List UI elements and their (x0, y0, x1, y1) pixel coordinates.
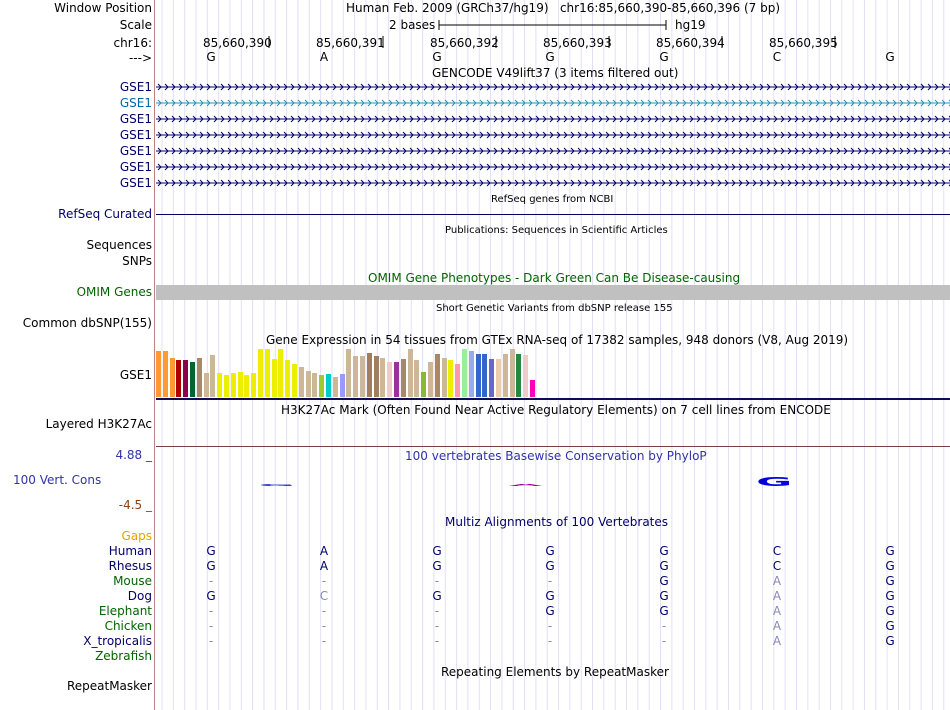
alignment-base: A (772, 589, 782, 603)
gencode-transcript[interactable] (156, 164, 950, 170)
gtex-tissue-bar[interactable] (170, 358, 175, 397)
alignment-base: C (319, 589, 329, 603)
ruler-position: 85,660,392 (430, 36, 499, 50)
gtex-tissue-bar[interactable] (292, 364, 297, 397)
gtex-tissue-bar[interactable] (278, 349, 283, 397)
gtex-expression-chart[interactable] (156, 349, 556, 397)
gtex-tissue-bar[interactable] (455, 364, 460, 397)
ruler-position: 85,660,394 (656, 36, 725, 50)
gtex-tissue-bar[interactable] (258, 349, 263, 397)
gtex-tissue-bar[interactable] (265, 349, 270, 397)
scale-label: Scale (119, 18, 152, 32)
h3k27ac-baseline (156, 446, 950, 447)
gencode-item-label[interactable]: GSE1 (119, 144, 152, 158)
snps-track-label[interactable]: SNPs (122, 254, 152, 268)
alignment-base: A (319, 544, 329, 558)
gtex-tissue-bar[interactable] (435, 354, 440, 397)
alignment-base: G (206, 544, 216, 558)
multiz-track-title[interactable]: Multiz Alignments of 100 Vertebrates (445, 515, 669, 529)
dbsnp-track-title[interactable]: Short Genetic Variants from dbSNP release 155 (436, 303, 673, 314)
phylop-track-title[interactable]: 100 vertebrates Basewise Conservation by PhyloP (405, 449, 707, 463)
gtex-tissue-bar[interactable] (183, 360, 188, 397)
base-letter: G (432, 50, 442, 64)
alignment-base: G (659, 559, 669, 573)
publications-track-label[interactable]: Sequences (86, 238, 152, 252)
species-label[interactable]: Zebrafish (95, 649, 152, 663)
gencode-item-label[interactable]: GSE1 (119, 160, 152, 174)
alignment-base: C (772, 559, 782, 573)
alignment-base: - (208, 619, 214, 633)
alignment-base: - (434, 619, 440, 633)
window-position-label: Window Position (54, 1, 152, 15)
alignment-base: A (772, 604, 782, 618)
alignment-base: - (434, 634, 440, 648)
alignment-base: G (885, 604, 895, 618)
gtex-tissue-bar[interactable] (442, 358, 447, 397)
ruler-position: 85,660,393 (543, 36, 612, 50)
species-label[interactable]: Chicken (104, 619, 152, 633)
gtex-tissue-bar[interactable] (401, 359, 406, 397)
gencode-track-title[interactable]: GENCODE V49lift37 (3 items filtered out) (432, 66, 679, 80)
gtex-gene-label[interactable]: GSE1 (119, 368, 152, 382)
scale-bases-text: 2 bases (389, 18, 436, 32)
gtex-tissue-bar[interactable] (163, 351, 168, 397)
alignment-base: G (545, 544, 555, 558)
gtex-tissue-bar[interactable] (204, 373, 209, 397)
alignment-base: A (772, 574, 782, 588)
gtex-tissue-bar[interactable] (156, 351, 161, 397)
gtex-tissue-bar[interactable] (224, 375, 229, 397)
alignment-base: C (772, 544, 782, 558)
gtex-tissue-bar[interactable] (326, 374, 331, 397)
publications-track-title[interactable]: Publications: Sequences in Scientific Articles (445, 225, 668, 236)
base-letter: G (545, 50, 555, 64)
strand-label: ---> (128, 51, 152, 65)
refseq-track-title[interactable]: RefSeq genes from NCBI (491, 194, 614, 205)
alignment-base: A (772, 619, 782, 633)
gtex-tissue-bar[interactable] (231, 373, 236, 397)
omim-track-title[interactable]: OMIM Gene Phenotypes - Dark Green Can Be Disease-causing (368, 271, 741, 285)
phylop-track-label[interactable]: 100 Vert. Cons (13, 473, 102, 487)
gtex-tissue-bar[interactable] (333, 377, 338, 397)
ruler-ticks (156, 36, 950, 50)
gtex-tissue-bar[interactable] (272, 359, 277, 397)
gtex-tissue-bar[interactable] (510, 349, 515, 397)
ruler-position: 85,660,390 (203, 36, 272, 50)
h3k27ac-track-label[interactable]: Layered H3K27Ac (45, 417, 152, 431)
gencode-item-label[interactable]: GSE1 (119, 80, 152, 94)
alignment-base: A (772, 634, 782, 648)
gtex-tissue-bar[interactable] (523, 355, 528, 397)
alignment-base: G (885, 589, 895, 603)
chromosome-label: chr16: (113, 36, 152, 50)
alignment-base: - (321, 574, 327, 588)
gencode-transcript[interactable] (156, 116, 950, 122)
gencode-item-label[interactable]: GSE1 (119, 96, 152, 110)
base-letter: G (885, 50, 895, 64)
alignment-base: G (885, 619, 895, 633)
window-position-text: Human Feb. 2009 (GRCh37/hg19) chr16:85,660,390-85,660,396 (7 bp) (346, 1, 781, 15)
gencode-item-label[interactable]: GSE1 (119, 112, 152, 126)
alignment-base: G (432, 544, 442, 558)
alignment-base: - (208, 634, 214, 648)
gtex-tissue-bar[interactable] (496, 359, 501, 397)
gtex-tissue-bar[interactable] (244, 375, 249, 397)
gtex-tissue-bar[interactable] (217, 373, 222, 397)
gtex-tissue-bar[interactable] (482, 354, 487, 397)
species-label[interactable]: X_tropicalis (83, 634, 152, 648)
gtex-tissue-bar[interactable] (367, 353, 372, 397)
gtex-tissue-bar[interactable] (353, 356, 358, 397)
gtex-tissue-bar[interactable] (530, 380, 535, 397)
omim-track-label[interactable]: OMIM Genes (76, 285, 152, 299)
refseq-track-label[interactable]: RefSeq Curated (58, 207, 152, 221)
gtex-track-title[interactable]: Gene Expression in 54 tissues from GTEx RNA-seq of 17382 samples, 948 donors (V8, Aug 2019) (266, 333, 849, 347)
alignment-base: G (206, 559, 216, 573)
alignment-base: G (659, 574, 669, 588)
gtex-tissue-bar[interactable] (251, 373, 256, 397)
gtex-tissue-bar[interactable] (374, 356, 379, 397)
gtex-tissue-bar[interactable] (197, 358, 202, 397)
phylop-logo[interactable] (156, 462, 950, 502)
repeatmasker-track-title[interactable]: Repeating Elements by RepeatMasker (441, 665, 669, 679)
gtex-tissue-bar[interactable] (340, 374, 345, 397)
multiz-gaps-label[interactable]: Gaps (121, 529, 152, 543)
base-letter: A (319, 50, 329, 64)
gtex-tissue-bar[interactable] (190, 362, 195, 397)
refseq-gene-line[interactable] (156, 214, 950, 215)
alignment-base: G (885, 634, 895, 648)
alignment-base: - (321, 634, 327, 648)
gtex-tissue-bar[interactable] (469, 351, 474, 397)
gtex-tissue-bar[interactable] (489, 359, 494, 397)
repeatmasker-track-label[interactable]: RepeatMasker (66, 679, 152, 693)
gtex-tissue-bar[interactable] (319, 375, 324, 397)
ruler-position: 85,660,391 (316, 36, 385, 50)
species-label[interactable]: Elephant (98, 604, 152, 618)
species-label[interactable]: Human (108, 544, 152, 558)
phylop-letter: G (756, 474, 793, 490)
alignment-base: - (661, 619, 667, 633)
alignment-base: G (545, 589, 555, 603)
alignment-base: - (208, 604, 214, 618)
gtex-tissue-bar[interactable] (428, 362, 433, 397)
gtex-tissue-bar[interactable] (462, 349, 467, 397)
base-letter: G (206, 50, 216, 64)
gencode-item-label[interactable]: GSE1 (119, 128, 152, 142)
gtex-tissue-bar[interactable] (285, 360, 290, 397)
alignment-base: G (432, 559, 442, 573)
alignment-base: - (434, 604, 440, 618)
phylop-min-value: -4.5 _ (118, 498, 152, 512)
alignment-base: A (319, 559, 329, 573)
gtex-tissue-bar[interactable] (312, 373, 317, 397)
gtex-tissue-bar[interactable] (306, 371, 311, 397)
gencode-transcripts[interactable] (156, 80, 950, 192)
alignment-base: - (321, 604, 327, 618)
alignment-base: - (547, 634, 553, 648)
alignment-base: G (206, 589, 216, 603)
gtex-tissue-bar[interactable] (516, 354, 521, 397)
alignment-base: G (659, 589, 669, 603)
gtex-tissue-bar[interactable] (360, 356, 365, 397)
gtex-tissue-bar[interactable] (238, 372, 243, 397)
gencode-transcript[interactable] (156, 180, 950, 186)
alignment-base: - (547, 574, 553, 588)
alignment-base: G (659, 604, 669, 618)
alignment-base: - (434, 574, 440, 588)
gencode-item-label[interactable]: GSE1 (119, 176, 152, 190)
alignment-base: - (661, 634, 667, 648)
alignment-base: G (885, 574, 895, 588)
h3k27ac-track-title[interactable]: H3K27Ac Mark (Often Found Near Active Regulatory Elements) on 7 cell lines from ENCODE (281, 403, 831, 417)
gtex-baseline (156, 398, 950, 400)
gencode-transcript[interactable] (156, 100, 950, 106)
alignment-base: G (545, 559, 555, 573)
base-letter: G (659, 50, 669, 64)
gtex-tissue-bar[interactable] (503, 354, 508, 397)
label-column-divider[interactable] (154, 0, 155, 710)
gencode-transcript[interactable] (156, 84, 950, 90)
gtex-tissue-bar[interactable] (380, 358, 385, 397)
alignment-base: G (659, 544, 669, 558)
gtex-tissue-bar[interactable] (394, 362, 399, 397)
species-label[interactable]: Mouse (113, 574, 152, 588)
dbsnp-track-label[interactable]: Common dbSNP(155) (22, 316, 152, 330)
alignment-base: G (885, 559, 895, 573)
gtex-tissue-bar[interactable] (448, 360, 453, 397)
gtex-tissue-bar[interactable] (408, 349, 413, 397)
gtex-tissue-bar[interactable] (346, 349, 351, 397)
gtex-tissue-bar[interactable] (387, 362, 392, 397)
ruler-position: 85,660,395 (769, 36, 838, 50)
species-label[interactable]: Dog (127, 589, 152, 603)
alignment-base: - (208, 574, 214, 588)
gtex-tissue-bar[interactable] (414, 360, 419, 397)
species-label[interactable]: Rhesus (108, 559, 152, 573)
gtex-tissue-bar[interactable] (176, 360, 181, 397)
alignment-base: G (432, 589, 442, 603)
alignment-base: G (885, 544, 895, 558)
phylop-letter: G (258, 483, 296, 487)
omim-gene-bar[interactable] (156, 285, 950, 300)
gtex-tissue-bar[interactable] (421, 372, 426, 397)
alignment-base: - (321, 619, 327, 633)
gtex-tissue-bar[interactable] (210, 355, 215, 397)
gtex-tissue-bar[interactable] (299, 367, 304, 397)
phylop-letter: A (508, 483, 543, 487)
phylop-max-value: 4.88 _ (115, 448, 152, 462)
gencode-transcript[interactable] (156, 148, 950, 154)
alignment-base: G (545, 604, 555, 618)
gtex-tissue-bar[interactable] (476, 354, 481, 397)
scale-assembly-text: hg19 (675, 18, 706, 32)
alignment-base: - (547, 619, 553, 633)
base-letter: C (772, 50, 782, 64)
gencode-transcript[interactable] (156, 132, 950, 138)
scale-bar (438, 18, 670, 32)
